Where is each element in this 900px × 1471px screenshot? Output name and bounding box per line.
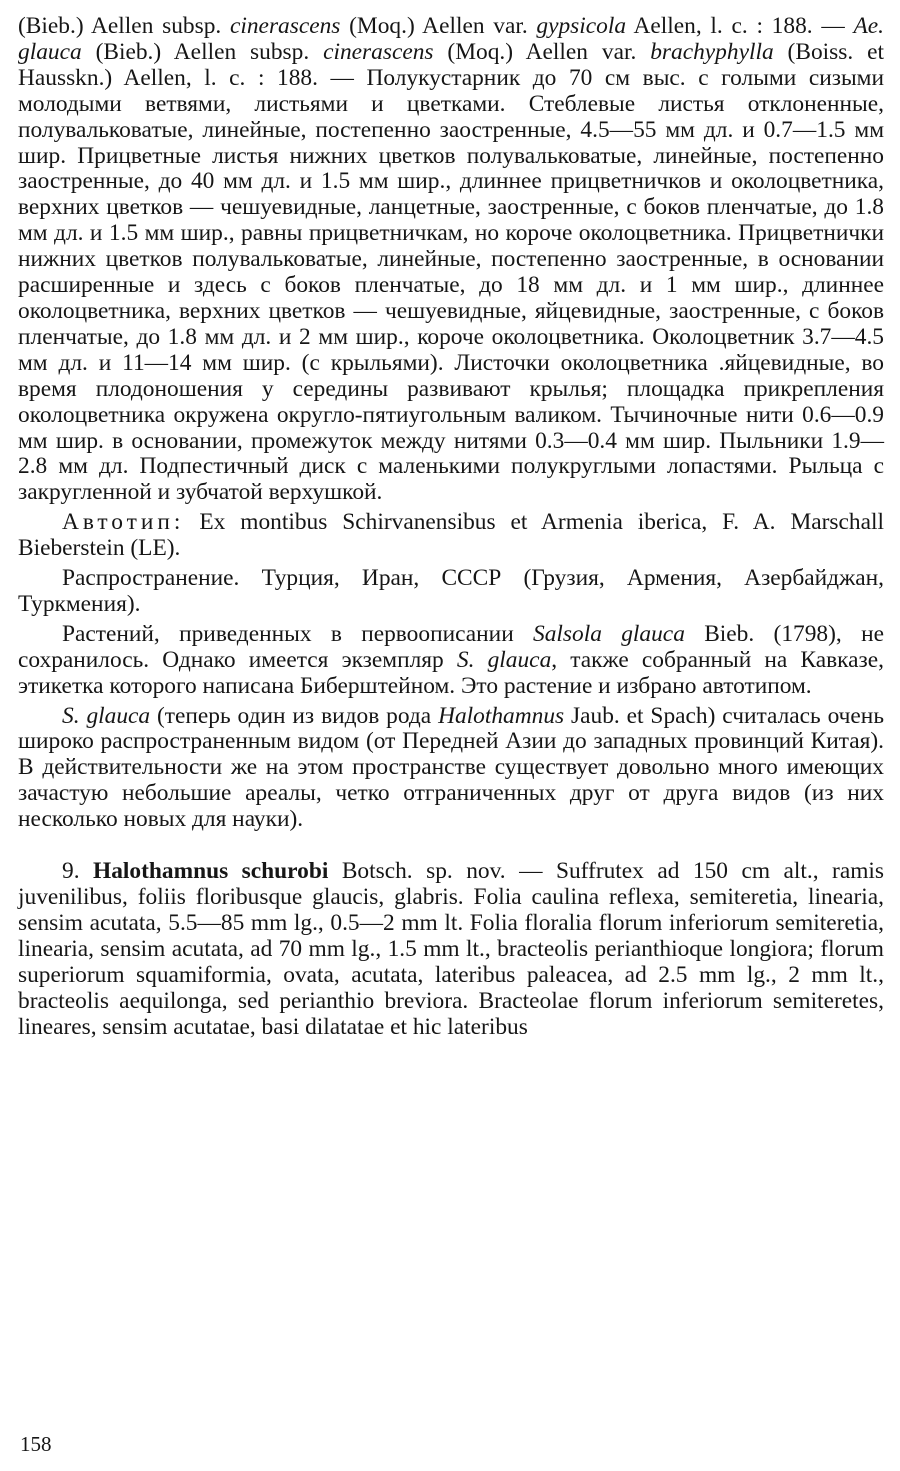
italic-run: Salsola glauca [533, 620, 685, 647]
text-run: (Boiss. et Hausskn.) Aellen, l. c. : 188. — Полукустарник до 70 см выс. с голыми сизыми молодыми ветвями, листьями и цветками. Стеблевые листья отклоненные, полувальковатые, линейные, постепенно заостренные, 4.5—55 мм дл. и 0.7—1.5 мм шир. Прицветные листья нижних цветков полувальковатые, линейные, постепенно заостренные, до 40 мм дл. и 1.5 мм шир., длиннее прицветничков и околоцветника, верхних цветков — чешуевидные, ланцетные, заостренные, с боков пленчатые, до 1.8 мм дл. и 1.5 мм шир., равны прицветничкам, но короче околоцветника. Прицветнички нижних цветков полувальковатые, линейные, постепенно заостренные, в основании расширенные и здесь с боков пленчатые, до 18 мм дл. и 1 мм шир., длиннее околоцветника, верхних цветков — чешуевидные, яйцевидные, заостренные, с боков пленчатые, до 1.8 мм дл. и 2 мм шир., короче околоцветника. Околоцветник 3.7—4.5 мм дл. и 11—14 мм шир. (с крыльями). Листочки околоцветника .яйцевидные, во время плодоношения у середины развивают крылья; площадка прикрепления околоцветника окружена округло-пятиугольным валиком. Тычиночные нити 0.6—0.9 мм шир. в основании, промежуток между нитями 0.3—0.4 мм шир. Пыльники 1.9—2.8 мм дл. Подпестичный диск с маленькими полукруглыми лопастями. Рыльца с закругленной и зубчатой верхушкой. [18, 38, 884, 506]
italic-run: gypsicola [536, 13, 627, 39]
italic-run: Ae. glauca [18, 13, 884, 65]
distribution-paragraph: Распространение. Турция, Иран, СССР (Грузия, Армения, Азербайджан, Туркмения). [18, 565, 884, 617]
text-run: (Bieb.) Aellen subsp. [81, 38, 324, 65]
bold-run: Halothamnus schurobi [93, 858, 329, 885]
italic-run: cinerascens [229, 13, 341, 39]
text-run: Растений, приведенных в первоописании [62, 620, 534, 647]
italic-run: S. glauca [62, 702, 151, 729]
italic-run: Halothamnus [438, 702, 565, 729]
text-run: (Moq.) Aellen var. [340, 13, 537, 39]
text-run: (теперь один из видов рода [150, 702, 439, 729]
page-number: 158 [20, 1432, 52, 1456]
text-run: (Moq.) Aellen var. [433, 38, 651, 65]
autotype-label: Автотип: [62, 509, 185, 536]
italic-run: S. glauca [456, 646, 552, 673]
italic-run: brachyphylla [650, 38, 774, 65]
text-run: Aellen, l. c. : 188. — [626, 13, 854, 39]
species-9-diagnosis-paragraph [18, 859, 884, 1040]
autotype-paragraph [18, 510, 884, 562]
text-run: , также собранный на Кавказе, этикетка которого написана Биберштейном. Это растение и избрано автотипом. [18, 646, 884, 699]
text-run: Jaub. et Spach) считалась очень широко распространенным видом (от Передней Азии до западных провинций Китая). В действительности же на этом пространстве существует довольно много имеющих зачастую небольшие ареалы, четко отграниченных друг от друга видов (из них несколько новых для науки). [18, 702, 884, 833]
text-run: Botsch. sp. nov. — Suffrutex ad 150 cm alt., ramis juvenilibus, foliis floribusque glaucis, glabris. Folia caulina reflexa, semiteretia, linearia, sensim acutata, 5.5—85 mm lg., 0.5—2 mm lt. Folia floralia florum inferiorum semiteretia, linearia, sensim acutata, ad 70 mm lg., 1.5 mm lt., bracteolis perianthioque longiora; florum superiorum squamiformia, ovata, acutata, lateribus paleacea, ad 2.5 mm lg., 2 mm lt., bracteolis aequilonga, sed perianthio breviora. Bracteolae florum inferiorum semiteretes, lineares, sensim acutatae, basi dilatatae et hic lateribus [18, 858, 885, 1040]
text-run: Bieb. (1798), не сохранилось. Однако имеется экземпляр [18, 620, 884, 673]
italic-run: cinerascens [323, 38, 434, 65]
text-run: (Bieb.) Aellen subsp. [18, 13, 230, 39]
species-description-paragraph [18, 14, 884, 506]
taxonomy-note-paragraph [18, 704, 884, 834]
autotype-text: Ex montibus Schirvanensibus et Armenia iberica, F. A. Marschall Bieberstein (LE). [18, 509, 884, 562]
text-run: 9. [62, 858, 94, 885]
autotype-note-paragraph [18, 622, 884, 700]
